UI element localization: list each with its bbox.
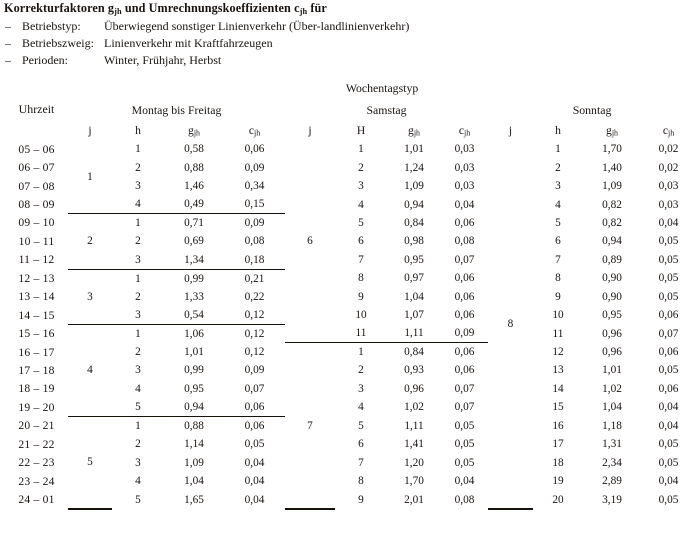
cell-h-mofr: 3 [112, 177, 164, 195]
cell-g-so: 0,96 [583, 343, 641, 361]
cell-h-so: 14 [533, 380, 583, 398]
cell-h-so: 2 [533, 158, 583, 176]
cell-c-sa: 0,06 [441, 343, 488, 361]
cell-g-so: 0,94 [583, 232, 641, 250]
heading-item-perioden [4, 52, 700, 69]
cell-h-mofr: 3 [112, 251, 164, 269]
cell-g-so: 0,82 [583, 195, 641, 213]
cell-c-so: 0,05 [641, 288, 696, 306]
cell-c-sa: 0,08 [441, 490, 488, 508]
cell-uhrzeit: 10 – 11 [5, 232, 68, 250]
cell-h-mofr: 3 [112, 453, 164, 471]
cell-h-so: 15 [533, 398, 583, 416]
cell-c-so: 0,05 [641, 251, 696, 269]
cell-c-so: 0,05 [641, 490, 696, 508]
cell-g-mofr: 0,71 [164, 214, 224, 232]
cell-h-mofr: 1 [112, 324, 164, 342]
table-header-row-groups [5, 99, 696, 121]
cell-h-sa: 3 [335, 380, 387, 398]
cell-h-mofr: 1 [112, 417, 164, 435]
cell-c-mofr: 0,09 [224, 158, 285, 176]
table-header-row-supergroup [5, 78, 696, 99]
cell-g-so: 1,04 [583, 398, 641, 416]
cell-uhrzeit: 06 – 07 [5, 158, 68, 176]
cell-h-so: 4 [533, 195, 583, 213]
bullet-dash-icon: – [5, 53, 11, 67]
title-part-3: für [307, 1, 327, 15]
cell-h-mofr: 1 [112, 269, 164, 287]
cell-uhrzeit: 19 – 20 [5, 398, 68, 416]
cell-c-so: 0,04 [641, 417, 696, 435]
cell-c-so: 0,06 [641, 306, 696, 324]
cell-c-mofr: 0,18 [224, 251, 285, 269]
cell-c-sa: 0,03 [441, 177, 488, 195]
header-cell-wochentagstyp: Wochentagstyp [68, 78, 696, 99]
cell-uhrzeit: 13 – 14 [5, 288, 68, 306]
cell-g-mofr: 1,34 [164, 251, 224, 269]
cell-h-sa: 6 [335, 435, 387, 453]
cell-g-sa: 1,11 [387, 324, 441, 342]
cell-h-so: 8 [533, 269, 583, 287]
cell-h-sa: 10 [335, 306, 387, 324]
cell-g-sa: 1,11 [387, 417, 441, 435]
title-subscript-2: jh [299, 6, 308, 16]
cell-g-mofr: 0,49 [164, 195, 224, 213]
cell-g-mofr: 0,99 [164, 361, 224, 379]
cell-uhrzeit: 21 – 22 [5, 435, 68, 453]
cell-h-mofr: 5 [112, 490, 164, 508]
header-cell-uhrzeit: Uhrzeit [5, 78, 68, 140]
subheader-symbol: g [188, 124, 194, 137]
cell-h-so: 1 [533, 140, 583, 158]
heading-item-betriebstyp [4, 18, 700, 35]
cell-h-sa: 2 [335, 361, 387, 379]
cell-g-so: 2,34 [583, 453, 641, 471]
cell-g-sa: 0,84 [387, 343, 441, 361]
subheader-subscript: jh [193, 128, 200, 138]
cell-c-sa: 0,06 [441, 269, 488, 287]
cell-h-so: 12 [533, 343, 583, 361]
cell-uhrzeit: 17 – 18 [5, 361, 68, 379]
table-row [5, 417, 696, 435]
title-subscript-1: jh [114, 6, 122, 16]
cell-h-so: 10 [533, 306, 583, 324]
cell-c-mofr: 0,06 [224, 398, 285, 416]
cell-uhrzeit: 08 – 09 [5, 195, 68, 213]
cell-c-sa: 0,04 [441, 195, 488, 213]
cell-g-so: 1,70 [583, 140, 641, 158]
cell-uhrzeit: 22 – 23 [5, 453, 68, 471]
cell-g-so: 1,31 [583, 435, 641, 453]
cell-c-so: 0,03 [641, 195, 696, 213]
header-cell-sa-h: H [335, 121, 387, 140]
heading-item-betriebszweig [4, 35, 700, 52]
title-part-1: Korrekturfaktoren g [4, 1, 115, 15]
cell-g-mofr: 0,54 [164, 306, 224, 324]
correction-factor-table-container [5, 78, 696, 510]
cell-uhrzeit: 12 – 13 [5, 269, 68, 287]
cell-c-so: 0,07 [641, 324, 696, 342]
table-row [5, 324, 696, 342]
cell-h-sa: 5 [335, 214, 387, 232]
cell-uhrzeit: 07 – 08 [5, 177, 68, 195]
cell-g-so: 0,82 [583, 214, 641, 232]
cell-g-mofr: 0,69 [164, 232, 224, 250]
cell-uhrzeit: 14 – 15 [5, 306, 68, 324]
cell-g-mofr: 1,06 [164, 324, 224, 342]
cell-g-sa: 1,09 [387, 177, 441, 195]
cell-h-mofr: 5 [112, 398, 164, 416]
cell-g-sa: 1,01 [387, 140, 441, 158]
cell-g-sa: 0,94 [387, 195, 441, 213]
subheader-symbol: c [248, 124, 254, 137]
cell-h-mofr: 2 [112, 288, 164, 306]
cell-c-so: 0,06 [641, 343, 696, 361]
cell-h-sa: 7 [335, 453, 387, 471]
cell-h-sa: 5 [335, 417, 387, 435]
cell-c-mofr: 0,12 [224, 343, 285, 361]
cell-g-mofr: 0,88 [164, 158, 224, 176]
subheader-symbol: g [408, 124, 414, 137]
cell-c-so: 0,04 [641, 214, 696, 232]
cell-c-sa: 0,06 [441, 288, 488, 306]
cell-c-sa: 0,03 [441, 140, 488, 158]
header-cell-so-g [583, 121, 641, 140]
cell-c-sa: 0,04 [441, 472, 488, 490]
cell-h-sa: 3 [335, 177, 387, 195]
cell-g-so: 1,40 [583, 158, 641, 176]
cell-g-so: 0,89 [583, 251, 641, 269]
subheader-subscript: jh [668, 128, 675, 138]
cell-g-mofr: 1,04 [164, 472, 224, 490]
cell-h-so: 16 [533, 417, 583, 435]
document-heading [0, 0, 700, 69]
cell-c-sa: 0,05 [441, 417, 488, 435]
cell-c-sa: 0,05 [441, 435, 488, 453]
cell-h-sa: 8 [335, 269, 387, 287]
cell-h-so: 13 [533, 361, 583, 379]
cell-c-mofr: 0,34 [224, 177, 285, 195]
header-cell-so-j: j [488, 121, 533, 140]
header-cell-group-so: Sonntag [488, 99, 696, 121]
cell-c-sa: 0,05 [441, 453, 488, 471]
cell-g-so: 1,18 [583, 417, 641, 435]
table-header-row-subcolumns [5, 121, 696, 140]
bullet-dash-icon: – [5, 19, 11, 33]
cell-c-mofr: 0,07 [224, 380, 285, 398]
cell-g-so: 0,96 [583, 324, 641, 342]
heading-item-value: Linienverkehr mit Kraftfahrzeugen [104, 36, 273, 50]
cell-c-mofr: 0,06 [224, 417, 285, 435]
cell-g-sa: 1,02 [387, 398, 441, 416]
cell-h-mofr: 2 [112, 343, 164, 361]
cell-c-so: 0,05 [641, 435, 696, 453]
cell-uhrzeit: 18 – 19 [5, 380, 68, 398]
cell-h-mofr: 1 [112, 214, 164, 232]
cell-g-mofr: 0,99 [164, 269, 224, 287]
cell-h-mofr: 2 [112, 435, 164, 453]
table-row [5, 214, 696, 232]
heading-item-value: Winter, Frühjahr, Herbst [104, 53, 222, 67]
cell-c-so: 0,04 [641, 472, 696, 490]
cell-g-sa: 1,04 [387, 288, 441, 306]
cell-c-sa: 0,08 [441, 232, 488, 250]
cell-j-sa: 6 [285, 140, 335, 343]
cell-g-so: 0,95 [583, 306, 641, 324]
table-row [5, 269, 696, 287]
header-cell-group-mofr: Montag bis Freitag [68, 99, 285, 121]
cell-g-mofr: 1,46 [164, 177, 224, 195]
cell-uhrzeit: 05 – 06 [5, 140, 68, 158]
cell-c-mofr: 0,21 [224, 269, 285, 287]
title-part-2: und Umrechnungskoeffizienten c [121, 1, 300, 15]
cell-c-mofr: 0,12 [224, 306, 285, 324]
cell-c-mofr: 0,06 [224, 140, 285, 158]
cell-g-so: 2,89 [583, 472, 641, 490]
cell-h-so: 3 [533, 177, 583, 195]
cell-g-sa: 2,01 [387, 490, 441, 508]
cell-h-so: 9 [533, 288, 583, 306]
cell-h-so: 19 [533, 472, 583, 490]
cell-c-so: 0,02 [641, 158, 696, 176]
cell-g-mofr: 0,88 [164, 417, 224, 435]
header-cell-mofr-h: h [112, 121, 164, 140]
cell-g-sa: 0,93 [387, 361, 441, 379]
cell-g-sa: 0,97 [387, 269, 441, 287]
cell-g-so: 1,02 [583, 380, 641, 398]
header-cell-sa-g [387, 121, 441, 140]
cell-h-sa: 8 [335, 472, 387, 490]
subheader-subscript: jh [611, 128, 618, 138]
cell-g-so: 0,90 [583, 288, 641, 306]
subheader-subscript: jh [254, 128, 261, 138]
cell-c-mofr: 0,04 [224, 453, 285, 471]
cell-g-mofr: 1,65 [164, 490, 224, 508]
cell-g-sa: 1,20 [387, 453, 441, 471]
cell-h-mofr: 1 [112, 140, 164, 158]
cell-g-sa: 1,70 [387, 472, 441, 490]
cell-g-mofr: 0,58 [164, 140, 224, 158]
cell-h-sa: 4 [335, 195, 387, 213]
cell-h-sa: 9 [335, 490, 387, 508]
bullet-dash-icon: – [5, 36, 11, 50]
table-row [5, 140, 696, 158]
header-cell-so-c [641, 121, 696, 140]
cell-uhrzeit: 11 – 12 [5, 251, 68, 269]
cell-c-so: 0,05 [641, 232, 696, 250]
cell-h-mofr: 4 [112, 195, 164, 213]
cell-j-so: 8 [488, 140, 533, 509]
cell-h-sa: 1 [335, 140, 387, 158]
cell-uhrzeit: 15 – 16 [5, 324, 68, 342]
cell-c-sa: 0,03 [441, 158, 488, 176]
cell-g-sa: 0,95 [387, 251, 441, 269]
cell-h-so: 7 [533, 251, 583, 269]
cell-c-so: 0,04 [641, 398, 696, 416]
cell-h-sa: 11 [335, 324, 387, 342]
heading-list [4, 18, 700, 69]
cell-g-sa: 1,07 [387, 306, 441, 324]
header-cell-group-sa: Samstag [285, 99, 488, 121]
cell-c-sa: 0,07 [441, 380, 488, 398]
cell-c-so: 0,05 [641, 361, 696, 379]
cell-g-so: 3,19 [583, 490, 641, 508]
header-cell-mofr-c [224, 121, 285, 140]
cell-c-mofr: 0,05 [224, 435, 285, 453]
cell-h-so: 11 [533, 324, 583, 342]
cell-uhrzeit: 16 – 17 [5, 343, 68, 361]
cell-c-sa: 0,06 [441, 214, 488, 232]
cell-h-so: 17 [533, 435, 583, 453]
subheader-subscript: jh [464, 128, 471, 138]
subheader-symbol: g [606, 124, 612, 137]
cell-h-sa: 6 [335, 232, 387, 250]
cell-h-sa: 4 [335, 398, 387, 416]
cell-c-sa: 0,06 [441, 361, 488, 379]
cell-g-sa: 1,24 [387, 158, 441, 176]
cell-g-sa: 0,98 [387, 232, 441, 250]
cell-h-sa: 7 [335, 251, 387, 269]
cell-j-sa: 7 [285, 343, 335, 509]
cell-h-sa: 1 [335, 343, 387, 361]
cell-h-mofr: 3 [112, 361, 164, 379]
cell-h-so: 6 [533, 232, 583, 250]
cell-g-sa: 0,84 [387, 214, 441, 232]
cell-c-so: 0,03 [641, 177, 696, 195]
cell-c-so: 0,05 [641, 453, 696, 471]
heading-item-label: Betriebszweig: [22, 36, 94, 50]
cell-h-so: 5 [533, 214, 583, 232]
cell-h-sa: 2 [335, 158, 387, 176]
cell-c-mofr: 0,09 [224, 214, 285, 232]
header-cell-mofr-j: j [68, 121, 112, 140]
cell-uhrzeit: 24 – 01 [5, 490, 68, 508]
header-cell-mofr-g [164, 121, 224, 140]
cell-c-mofr: 0,04 [224, 472, 285, 490]
cell-h-mofr: 4 [112, 380, 164, 398]
subheader-symbol: c [458, 124, 464, 137]
cell-uhrzeit: 20 – 21 [5, 417, 68, 435]
cell-h-mofr: 3 [112, 306, 164, 324]
header-cell-sa-j: j [285, 121, 335, 140]
heading-item-value: Überwiegend sonstiger Linienverkehr (Über-landlinienverkehr) [104, 19, 410, 33]
heading-item-label: Perioden: [22, 53, 68, 67]
subheader-symbol: c [662, 124, 669, 137]
cell-h-so: 20 [533, 490, 583, 508]
correction-factor-table [5, 78, 696, 510]
header-cell-sa-c [441, 121, 488, 140]
cell-g-mofr: 1,33 [164, 288, 224, 306]
cell-h-so: 18 [533, 453, 583, 471]
page-title [4, 1, 700, 16]
cell-c-so: 0,02 [641, 140, 696, 158]
cell-h-mofr: 2 [112, 232, 164, 250]
cell-c-mofr: 0,09 [224, 361, 285, 379]
cell-g-mofr: 1,09 [164, 453, 224, 471]
cell-c-so: 0,06 [641, 380, 696, 398]
cell-g-mofr: 0,95 [164, 380, 224, 398]
cell-c-sa: 0,06 [441, 306, 488, 324]
cell-c-mofr: 0,12 [224, 324, 285, 342]
cell-uhrzeit: 23 – 24 [5, 472, 68, 490]
cell-g-sa: 0,96 [387, 380, 441, 398]
cell-h-mofr: 2 [112, 158, 164, 176]
cell-j-mofr: 5 [68, 417, 112, 509]
cell-h-mofr: 4 [112, 472, 164, 490]
cell-h-sa: 9 [335, 288, 387, 306]
cell-g-mofr: 1,14 [164, 435, 224, 453]
cell-g-so: 1,09 [583, 177, 641, 195]
cell-c-mofr: 0,22 [224, 288, 285, 306]
cell-c-sa: 0,07 [441, 398, 488, 416]
cell-g-sa: 1,41 [387, 435, 441, 453]
cell-c-mofr: 0,08 [224, 232, 285, 250]
heading-item-label: Betriebstyp: [22, 19, 81, 33]
cell-j-mofr: 3 [68, 269, 112, 324]
cell-g-mofr: 0,94 [164, 398, 224, 416]
header-cell-so-h: h [533, 121, 583, 140]
cell-g-mofr: 1,01 [164, 343, 224, 361]
cell-c-sa: 0,09 [441, 324, 488, 342]
cell-uhrzeit: 09 – 10 [5, 214, 68, 232]
cell-j-mofr: 1 [68, 140, 112, 214]
cell-j-mofr: 4 [68, 324, 112, 416]
cell-j-mofr: 2 [68, 214, 112, 269]
cell-g-so: 0,90 [583, 269, 641, 287]
cell-c-mofr: 0,04 [224, 490, 285, 508]
cell-c-mofr: 0,15 [224, 195, 285, 213]
cell-c-sa: 0,07 [441, 251, 488, 269]
subheader-subscript: jh [413, 128, 420, 138]
cell-g-so: 1,01 [583, 361, 641, 379]
cell-c-so: 0,05 [641, 269, 696, 287]
